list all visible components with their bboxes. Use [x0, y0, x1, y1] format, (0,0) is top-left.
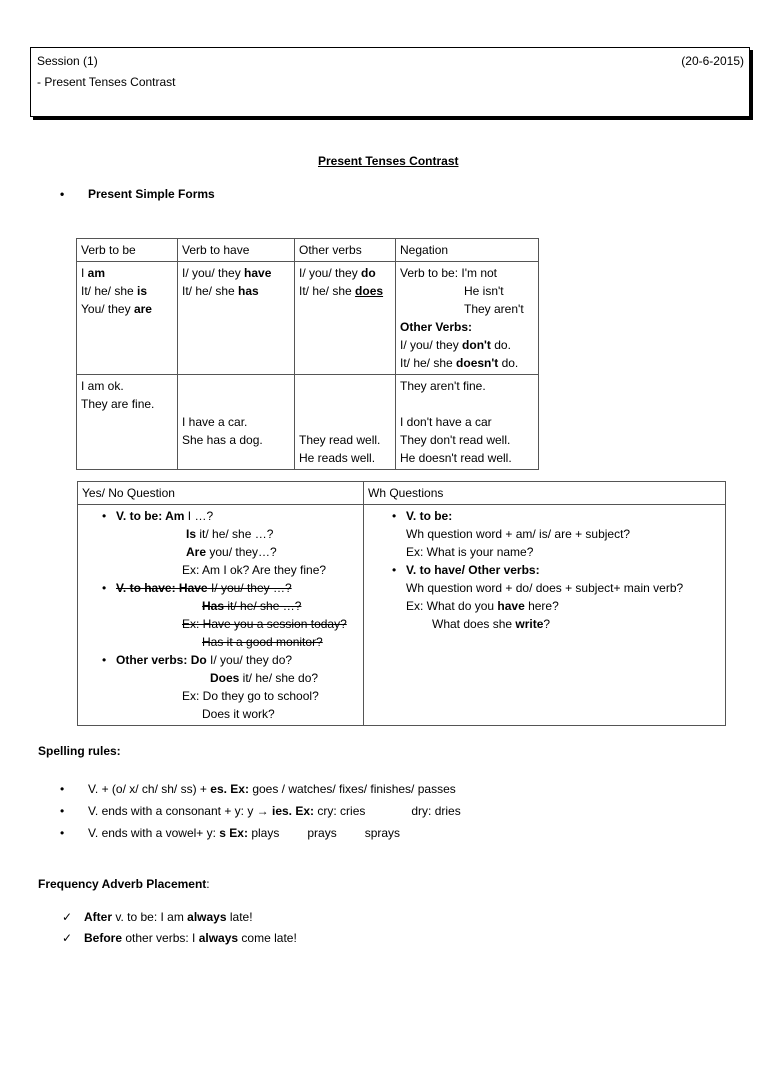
frequency-adverb-list	[62, 907, 297, 949]
session-header-box	[30, 47, 750, 117]
table-row	[77, 375, 539, 470]
list-item: ✓ Before other verbs: I always come late!	[62, 928, 297, 949]
header-yes-no-question: Yes/ No Question	[78, 482, 364, 505]
questions-table	[77, 481, 726, 726]
list-item: • V. ends with a vowel+ y: s Ex: plays prays sprays	[60, 822, 461, 844]
cell-wh-questions: • V. to be: Wh question word + am/ is/ are + subject? Ex: What is your name? • V. to have/ Other verbs: Wh question word + do/ does + subject+ main verb? Ex: What do you have here? What does she write?	[364, 505, 726, 726]
present-simple-forms-table	[76, 238, 539, 470]
cell-other-verbs-examples: They read well. He reads well.	[295, 375, 396, 470]
section-present-simple-label: Present Simple Forms	[88, 187, 215, 201]
header-verb-to-be: Verb to be	[77, 239, 178, 262]
session-topic: - Present Tenses Contrast	[37, 75, 176, 89]
header-wh-questions: Wh Questions	[364, 482, 726, 505]
page-title: Present Tenses Contrast	[318, 154, 459, 168]
list-item: • V. + (o/ x/ ch/ sh/ ss) + es. Ex: goes / watches/ fixes/ finishes/ passes	[60, 778, 461, 800]
cell-other-verbs-forms: I/ you/ they do It/ he/ she does	[295, 262, 396, 375]
spelling-rules-title: Spelling rules:	[38, 744, 121, 758]
header-negation: Negation	[396, 239, 539, 262]
table-header-row	[77, 239, 539, 262]
list-item: • V. ends with a consonant + y: y → ies. Ex: cry: cries dry: dries	[60, 800, 461, 822]
table-row	[78, 505, 726, 726]
session-date: (20-6-2015)	[681, 54, 744, 68]
cell-verb-to-be-forms: I am It/ he/ she is You/ they are	[77, 262, 178, 375]
cell-negation-examples: They aren't fine. I don't have a car They don't read well. He doesn't read well.	[396, 375, 539, 470]
spelling-rules-list	[60, 778, 461, 844]
list-item: ✓ After v. to be: I am always late!	[62, 907, 297, 928]
cell-verb-to-be-examples: I am ok. They are fine.	[77, 375, 178, 470]
cell-verb-to-have-forms: I/ you/ they have It/ he/ she has	[178, 262, 295, 375]
cell-yes-no-questions: • V. to be: Am I …? Is it/ he/ she …? Are you/ they…? Ex: Am I ok? Are they fine? • V. to have: Have I/ you/ they …? Has it/ he/ she …? Ex: Have you a session today? Has it a good monitor? • Other verbs: Do I/ you/ they do? Does it/ he/ she do? Ex: Do they go to school? Does it work?	[78, 505, 364, 726]
table-header-row	[78, 482, 726, 505]
header-other-verbs: Other verbs	[295, 239, 396, 262]
cell-verb-to-have-examples: I have a car. She has a dog.	[178, 375, 295, 470]
cell-negation-forms: Verb to be: I'm not He isn't They aren't Other Verbs: I/ you/ they don't do. It/ he/ she doesn't do.	[396, 262, 539, 375]
session-label: Session (1)	[37, 54, 98, 68]
frequency-adverb-title: Frequency Adverb Placement:	[38, 877, 210, 891]
table-row	[77, 262, 539, 375]
header-verb-to-have: Verb to have	[178, 239, 295, 262]
section-present-simple	[60, 187, 215, 201]
